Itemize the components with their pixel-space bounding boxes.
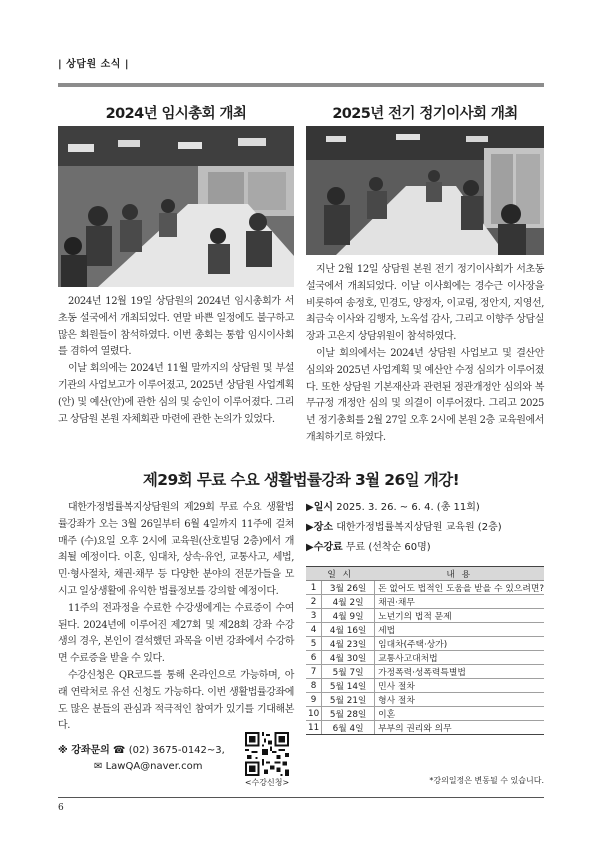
article-left-paragraph: 2024년 12월 19일 상담원의 2024년 임시총회가 서초동 설국에서 개최되었다. 연말 바쁜 일정에도 불구하고 많은 회원들이 참석하였다. 이번 총회는 통합 임시이사회를 겸하여 열렸다. xyxy=(58,296,294,358)
schedule-date: 5월 7일 xyxy=(322,665,375,679)
page-number: 6 xyxy=(58,803,64,813)
schedule-no: 4 xyxy=(306,623,322,637)
article-main-body xyxy=(58,500,294,735)
schedule-topic: 교통사고대처법 xyxy=(375,651,544,665)
schedule-date: 5월 21일 xyxy=(322,693,375,707)
table-row xyxy=(306,693,544,707)
contact-email[interactable]: LawQA@naver.com xyxy=(105,761,203,772)
article-main-paragraph: 11주의 전과정을 수료한 수강생에게는 수료증이 수여된다. 2024년에 이루어진 제27회 및 제28회 강좌 수강생의 경우, 본인이 결석했던 과목을 이번 강좌에서 수강하면 수료증을 받을 수 있다. xyxy=(58,602,294,665)
schedule-date: 4월 16일 xyxy=(322,623,375,637)
info-place-value: 대한가정법률복지상담원 교육원 (2층) xyxy=(336,522,502,533)
schedule-no: 8 xyxy=(306,679,322,693)
course-contact xyxy=(58,743,248,775)
schedule-topic: 돈 없어도 법적인 도움을 받을 수 있으려면? xyxy=(375,581,544,595)
schedule-no: 10 xyxy=(306,707,322,721)
schedule-header-topic: 내 용 xyxy=(375,567,544,581)
schedule-date: 4월 2일 xyxy=(322,595,375,609)
table-row xyxy=(306,679,544,693)
schedule-table xyxy=(306,566,544,735)
schedule-topic: 세법 xyxy=(375,623,544,637)
schedule-topic: 가정폭력·성폭력특별법 xyxy=(375,665,544,679)
table-row xyxy=(306,721,544,735)
phone-icon: ☎ xyxy=(113,745,126,756)
article-right-body xyxy=(306,262,544,447)
info-place xyxy=(306,521,544,535)
article-right-title: 2025년 전기 정기이사회 개최 xyxy=(332,106,518,122)
schedule-date: 4월 23일 xyxy=(322,637,375,651)
schedule-topic: 부부의 권리와 의무 xyxy=(375,721,544,735)
article-right-paragraph: 지난 2월 12일 상담원 본원 전기 정기이사회가 서초동 설국에서 개최되었다. 이날 이사회에는 경수근 이사장을 비롯하여 송정호, 민경도, 양정자, 이교림, 정안지, 지영선, 최금숙 이사와 김행자, 노옥섭 감사, 그리고 이향주 상담실장과 고은지 상담위원이 참석하였다. xyxy=(306,264,544,343)
schedule-no: 7 xyxy=(306,665,322,679)
contact-label: ※ 강좌문의 xyxy=(58,745,110,756)
schedule-no: 1 xyxy=(306,581,322,595)
info-date xyxy=(306,501,544,515)
schedule-no: 9 xyxy=(306,693,322,707)
article-main-paragraph: 대한가정법률복지상담원의 제29회 무료 수요 생활법률강좌가 오는 3월 26일부터 6월 4일까지 11주에 걸쳐 매주 (수)요일 오후 2시에 교육원(산호빌딩 2층)에서 개최될 예정이다. 이혼, 임대차, 상속·유언, 교통사고, 세법, 민·형사절차, 채권·채무 등 다양한 분야의 전문가들을 모시고 일상생활에 유익한 법률정보를 강의할 예정이다. xyxy=(58,502,294,597)
schedule-header-row xyxy=(306,567,544,581)
schedule-date: 4월 9일 xyxy=(322,609,375,623)
schedule-no: 2 xyxy=(306,595,322,609)
article-main-paragraph: 수강신청은 QR코드를 통해 온라인으로 가능하며, 아래 연락처로 유선 신청도 가능하다. 이번 생활법률강좌에도 많은 분들의 관심과 적극적인 참여가 있기를 기대해본다. xyxy=(58,669,294,732)
info-fee-value: 무료 (선착순 60명) xyxy=(345,542,431,553)
table-row xyxy=(306,595,544,609)
table-row xyxy=(306,665,544,679)
schedule-no: 6 xyxy=(306,651,322,665)
table-row xyxy=(306,581,544,595)
article-left-title: 2024년 임시총회 개최 xyxy=(105,106,247,122)
table-row xyxy=(306,637,544,651)
schedule-note: *강의일정은 변동될 수 있습니다. xyxy=(429,776,544,785)
mail-icon: ✉ xyxy=(94,761,103,772)
table-row xyxy=(306,651,544,665)
schedule-no: 3 xyxy=(306,609,322,623)
general-meeting-photo xyxy=(58,126,294,287)
schedule-date: 5월 28일 xyxy=(322,707,375,721)
schedule-topic: 이혼 xyxy=(375,707,544,721)
schedule-topic: 민사 절차 xyxy=(375,679,544,693)
section-label: | 상담원 소식 | xyxy=(58,59,130,70)
article-left-paragraph: 이날 회의에는 2024년 11월 말까지의 상담원 및 부설기관의 사업보고가 이루어졌고, 2025년 상담원 사업계획(안) 및 예산(안)에 관한 심의 및 승인이 이루어졌다. 그리고 상담원 본원 자체회관 마련에 관한 논의가 있었다. xyxy=(58,363,294,425)
qr-caption: <수강신청> xyxy=(244,778,290,787)
schedule-body xyxy=(306,581,544,735)
top-rule xyxy=(58,83,544,87)
qr-code-icon[interactable] xyxy=(245,732,289,776)
board-meeting-photo xyxy=(306,126,544,255)
page-rule xyxy=(58,797,544,798)
contact-phone: (02) 3675-0142~3, xyxy=(128,745,225,756)
table-row xyxy=(306,609,544,623)
article-main-title: 제29회 무료 수요 생활법률강좌 3월 26일 개강! xyxy=(142,471,460,489)
table-row xyxy=(306,707,544,721)
article-left-body xyxy=(58,294,294,428)
info-place-key: ▶장소 xyxy=(306,522,334,533)
schedule-topic: 임대차(주택·상가) xyxy=(375,637,544,651)
schedule-date: 3월 26일 xyxy=(322,581,375,595)
info-date-value: 2025. 3. 26. ~ 6. 4. (총 11회) xyxy=(336,502,480,513)
info-date-key: ▶일시 xyxy=(306,502,334,513)
schedule-date: 6월 4일 xyxy=(322,721,375,735)
schedule-date: 5월 14일 xyxy=(322,679,375,693)
article-right-paragraph: 이날 회의에서는 2024년 상담원 사업보고 및 결산안 심의와 2025년 사업계획 및 예산안 수정 심의가 이루어졌다. 또한 상담원 기본재산과 관련된 정관개정안 심의와 복무규정 개정안 심의 및 의결이 이루어졌다. 그리고 2025년 정기총회를 2월 27일 오후 2시에 본원 2층 교육원에서 개최하기로 하였다. xyxy=(306,347,544,443)
table-row xyxy=(306,623,544,637)
schedule-date: 4월 30일 xyxy=(322,651,375,665)
info-fee-key: ▶수강료 xyxy=(306,542,343,553)
schedule-no: 5 xyxy=(306,637,322,651)
info-fee xyxy=(306,541,544,555)
schedule-topic: 형사 절차 xyxy=(375,693,544,707)
schedule-topic: 채권·채무 xyxy=(375,595,544,609)
schedule-topic: 노년기의 법적 문제 xyxy=(375,609,544,623)
schedule-header-date: 일 시 xyxy=(306,567,375,581)
schedule-no: 11 xyxy=(306,721,322,735)
